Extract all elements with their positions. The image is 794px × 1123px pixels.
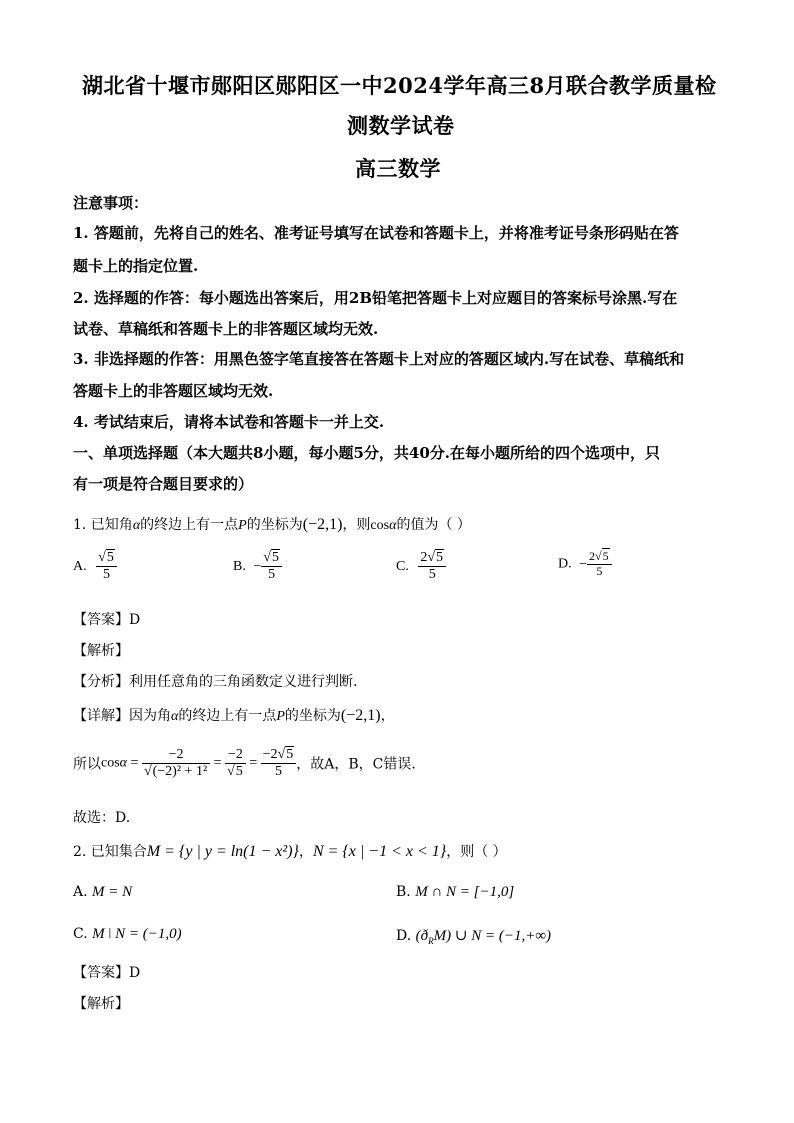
point-coordinate: (−2,1): [302, 516, 343, 533]
q1-calculation: 所以cosα = $\frac{-2}{\text{√(−2)² + 1²}}$ = $\frac{-2}{√5}$ = $\frac{-2√5}{5}$ ，故A，B，C错误.: [73, 747, 416, 780]
option-label: B.: [233, 558, 246, 574]
question-2-stem: [73, 841, 507, 861]
q2-stem-part: ，: [298, 844, 313, 860]
xiangjie-text: 因为角: [129, 708, 171, 724]
option-d-text-rest: M) ∪ N = (−1,+∞): [433, 928, 552, 944]
notice-item-2-line-2: 试卷、草稿纸和答题卡上的非答题区域均无效.: [73, 320, 379, 338]
option-c-radicand: 5: [436, 550, 444, 565]
q1-stem-part: 的终边上有一点: [140, 517, 239, 533]
q1-analysis-tag: 【解析】: [73, 643, 129, 659]
option-d-subscript: R: [428, 935, 434, 946]
option-label: A.: [73, 558, 87, 574]
q1-option-d: D. − $\frac{2√5}{5}$: [558, 550, 612, 579]
option-b-text: M ∩ N = [−1,0]: [415, 884, 515, 900]
notice-item-1-line-1: 1. 答题前，先将自己的姓名、准考证号填写在试卷和答题卡上，并将准考证号条形码贴在答: [73, 224, 679, 242]
q1-stem-part: 1. 已知角: [73, 517, 133, 533]
option-label: D.: [558, 556, 572, 572]
answer-tag: 【答案】: [73, 965, 129, 981]
option-a-denominator: 5: [102, 567, 110, 583]
section-heading-line-2: 有一项是符合题目要求的）: [73, 475, 254, 493]
option-label: C.: [396, 558, 409, 574]
q2-option-c: [73, 926, 182, 943]
notice-item-3-line-2: 答题卡上的非答题区域均无效.: [73, 382, 274, 400]
option-c-text: M ǀ N = (−1,0): [92, 926, 182, 942]
answer-value: D: [129, 965, 141, 981]
option-a-radicand: 5: [106, 550, 114, 565]
option-c-coefficient: 2: [420, 550, 428, 565]
option-b-minus: −: [253, 558, 262, 574]
fenxi-text: 利用任意角的三角函数定义进行判断.: [129, 674, 358, 690]
q2-option-b: [396, 884, 514, 901]
option-label: C.: [73, 926, 88, 942]
page-title-line-1: 湖北省十堰市郧阳区郧阳区一中2024学年高三8月联合教学质量检: [82, 73, 717, 98]
point-symbol: P: [238, 518, 247, 533]
notice-heading: 注意事项：: [73, 194, 149, 212]
option-d-minus: −: [579, 556, 588, 572]
calc-fraction-1-denominator: (−2)² + 1²: [152, 764, 208, 780]
point-symbol: P: [276, 709, 285, 724]
option-d-denominator: 5: [596, 563, 603, 578]
calc-fraction-2-numerator: −2: [225, 747, 246, 764]
q1-stem-part: ，则: [342, 517, 371, 533]
q1-option-c: C. $\frac{2√5}{5}$: [396, 550, 446, 583]
option-label: A.: [73, 884, 88, 900]
option-d-radicand: 5: [602, 549, 609, 563]
alpha-symbol: α: [119, 755, 128, 771]
set-n-definition: N = {x | −1 < x < 1}: [312, 843, 447, 860]
notice-item-3-line-1: 3. 非选择题的作答：用黑色签字笔直接答在答题卡上对应的答题区域内.写在试卷、草稿纸和: [73, 350, 685, 368]
q2-option-a: [73, 884, 132, 901]
q1-fenxi: [73, 671, 357, 691]
q2-analysis-tag: 【解析】: [73, 996, 129, 1012]
notice-item-2-line-1: 2. 选择题的作答：每小题选出答案后，用2B铅笔把答题卡上对应题目的答案标号涂黑.写在: [73, 289, 678, 307]
alpha-symbol: α: [132, 518, 141, 533]
answer-tag: 【答案】: [73, 612, 129, 628]
answer-value: D: [129, 612, 141, 628]
xiangjie-text: 的坐标为: [284, 708, 341, 724]
calc-prefix: 所以: [73, 756, 101, 773]
q2-option-d: [396, 926, 551, 946]
section-heading-line-1: 一、单项选择题（本大题共8小题，每小题5分，共40分.在每小题所给的四个选项中，只: [73, 444, 660, 462]
q2-stem-part: 2. 已知集合: [73, 844, 147, 860]
page-subtitle: 高三数学: [355, 156, 441, 181]
question-1-stem: [73, 514, 471, 534]
notice-item-4: 4. 考试结束后，请将本试卷和答题卡一并上交.: [73, 413, 385, 431]
q1-conclusion: 故选：D.: [73, 810, 131, 826]
fenxi-tag: 【分析】: [73, 674, 129, 690]
calc-fraction-1-numerator: −2: [142, 747, 210, 764]
calc-fraction-3-denominator: 5: [274, 764, 282, 780]
q1-stem-part: 的值为（ ）: [396, 517, 471, 533]
set-m-definition: M = {y | y = ln(1 − x²)}: [146, 843, 299, 860]
q2-stem-part: ，则（ ）: [446, 844, 507, 860]
option-b-radicand: 5: [271, 550, 279, 565]
q2-answer: [73, 962, 140, 982]
q1-option-b: B. − $\frac{√5}{5}$: [233, 550, 282, 583]
calc-fraction-2-denominator: 5: [235, 764, 243, 780]
option-d-text-start: (ð: [415, 928, 429, 944]
option-label: D.: [396, 928, 412, 944]
point-coordinate: (−2,1): [340, 707, 381, 724]
notice-item-1-line-2: 题卡上的指定位置.: [73, 257, 199, 275]
option-b-denominator: 5: [268, 567, 276, 583]
option-a-text: M = N: [92, 884, 133, 900]
option-c-denominator: 5: [428, 567, 436, 583]
cos-symbol: cos: [370, 518, 390, 533]
calc-fraction-3-radicand: 5: [286, 747, 294, 762]
calc-fraction-3-coef: −2: [262, 747, 278, 762]
q1-option-a: A. $\frac{√5}{5}$: [73, 550, 117, 583]
q1-stem-part: 的坐标为: [246, 517, 303, 533]
option-d-coefficient: 2: [589, 549, 596, 563]
alpha-symbol: α: [171, 709, 179, 724]
xiangjie-tag: 【详解】: [73, 708, 129, 724]
alpha-symbol: α: [389, 518, 397, 533]
page-title-line-2: 测数学试卷: [347, 113, 455, 138]
q1-xiangjie: 【详解】因为角α的终边上有一点P的坐标为(−2,1)，: [73, 707, 395, 724]
q1-answer: [73, 609, 140, 629]
cos-symbol: cos: [101, 755, 120, 771]
xiangjie-text: 的终边上有一点: [178, 708, 277, 724]
calc-suffix: ，故A，B，C错误.: [296, 756, 416, 773]
option-label: B.: [396, 884, 411, 900]
